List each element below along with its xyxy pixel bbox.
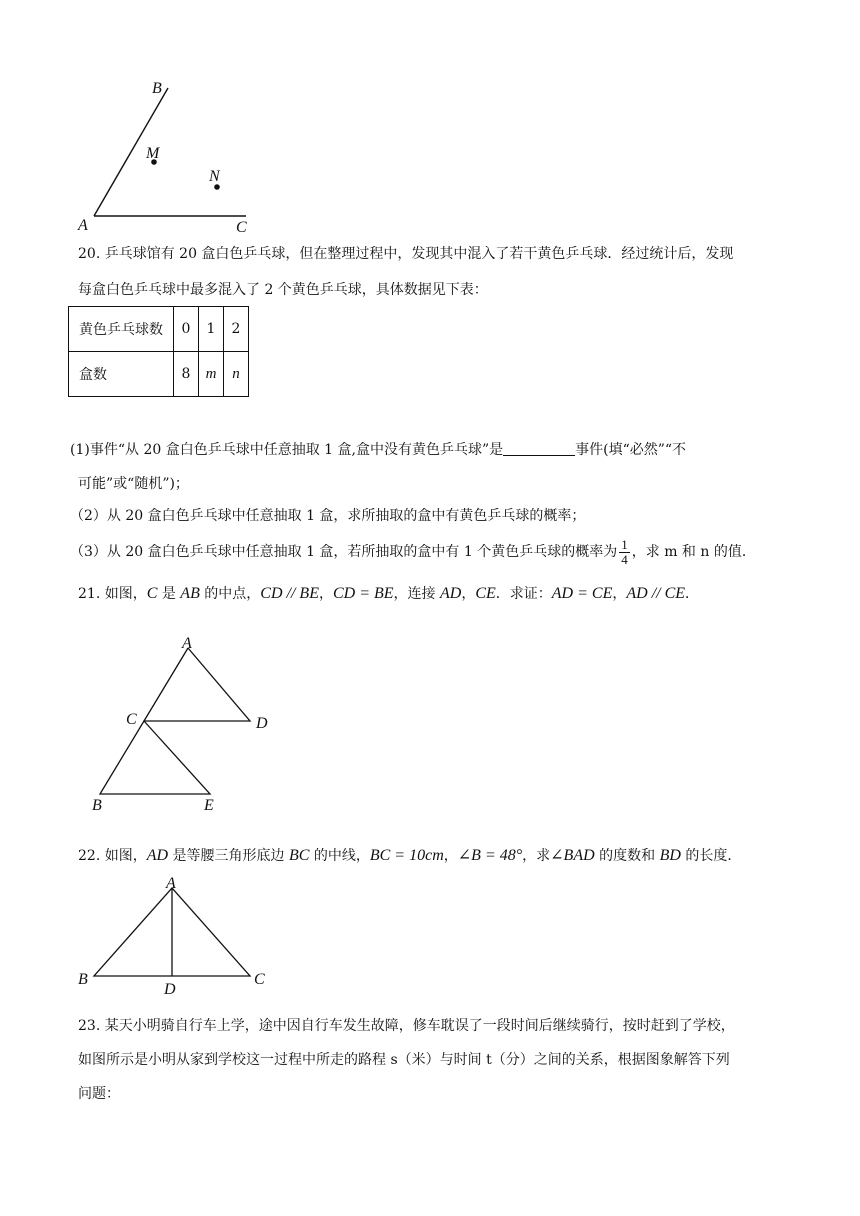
fraction-one-quarter: $\frac{1}{4}$ [621, 536, 628, 567]
label-m: M [146, 145, 160, 162]
label-d: D [256, 715, 268, 732]
q22-statement: 22. 如图，AD 是等腰三角形底边 BC 的中线，BC = 10cm，∠B = 48°，求∠BAD 的度数和 BD 的长度． [78, 847, 742, 864]
yellow-ball-table [68, 306, 249, 397]
point-n [214, 184, 220, 190]
label-b: B [92, 797, 102, 814]
label-e: E [204, 797, 214, 814]
table-cell: 1 [199, 307, 224, 352]
label-d: D [164, 981, 176, 998]
q20-part2: （2）从 20 盒白色乒乓球中任意抽取 1 盒，求所抽取的盒中有黄色乒乓球的概率； [70, 508, 586, 524]
q20-part3: （3）从 20 盒白色乒乓球中任意抽取 1 盒，若所抽取的盒中有 1 个黄色乒乓球的概率为 $\frac{1}{4}$ ，求 m 和 n 的值． [70, 536, 756, 567]
table-header-yellow-count: 黄色乒乓球数 [69, 307, 174, 352]
label-n: N [209, 168, 220, 185]
table-cell: m [199, 352, 224, 397]
table-cell: 0 [174, 307, 199, 352]
label-a: A [78, 217, 88, 234]
label-b: B [152, 80, 162, 97]
q20-part1-cont: 可能”或“随机”)； [78, 476, 189, 492]
triangle-acd [144, 648, 250, 721]
q21-statement: 21. 如图，C 是 AB 的中点，CD // BE，CD = BE，连接 AD，CE．求证：AD = CE，AD // CE． [78, 585, 700, 602]
table-cell: 8 [174, 352, 199, 397]
q20-line2: 每盒白色乒乓球中最多混入了 2 个黄色乒乓球，具体数据见下表： [78, 282, 488, 298]
label-a: A [166, 875, 176, 892]
q20-part1: (1)事件“从 20 盒白色乒乓球中任意抽取 1 盒,盒中没有黄色乒乓球”是 事件(填“必然”“不 [70, 442, 687, 458]
table-cell: n [224, 352, 249, 397]
table-cell: 2 [224, 307, 249, 352]
label-c: C [126, 711, 137, 728]
table-header-box-count: 盒数 [69, 352, 174, 397]
isosceles-triangle-figure [74, 872, 284, 1002]
label-c: C [254, 971, 265, 988]
answer-blank[interactable] [503, 441, 575, 456]
q23-line2: 如图所示是小明从家到学校这一过程中所走的路程 s（米）与时间 t（分）之间的关系，根据图象解答下列 [78, 1052, 730, 1068]
triangles-figure [84, 628, 284, 820]
angle-figure [70, 72, 270, 242]
table-row [69, 307, 249, 352]
q23-line3: 问题： [78, 1086, 120, 1102]
label-a: A [182, 635, 192, 652]
q20-line1: 20. 乒乓球馆有 20 盒白色乒乓球，但在整理过程中，发现其中混入了若干黄色乒乓球．经过统计后，发现 [78, 246, 734, 262]
q23-line1: 23. 某天小明骑自行车上学，途中因自行车发生故障，修车耽误了一段时间后继续骑行，按时赶到了学校， [78, 1018, 735, 1034]
label-c: C [236, 219, 247, 236]
triangle-cbe [100, 721, 210, 794]
label-b: B [78, 971, 88, 988]
table-row [69, 352, 249, 397]
